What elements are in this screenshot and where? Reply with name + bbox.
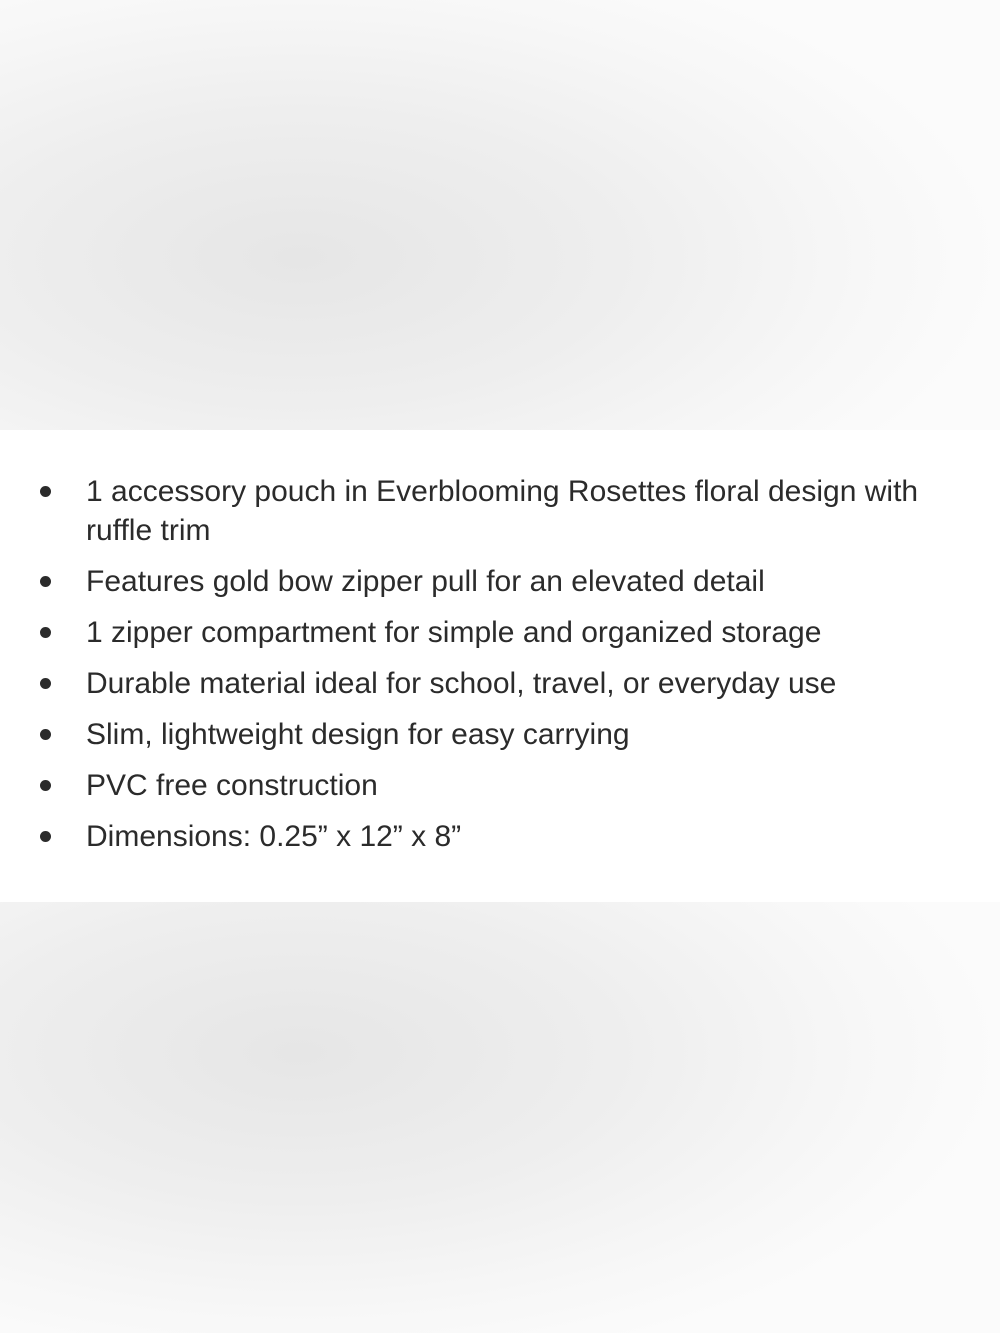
bullet-dot-icon (40, 678, 51, 689)
feature-text: Slim, lightweight design for easy carrying (86, 718, 630, 751)
list-item (0, 715, 1000, 754)
bullet-dot-icon (40, 729, 51, 740)
feature-text: 1 zipper compartment for simple and organized storage (86, 616, 822, 649)
feature-panel (0, 430, 1000, 902)
top-gray-backdrop (0, 0, 1000, 430)
list-item (0, 613, 1000, 652)
feature-text: Dimensions: 0.25” x 12” x 8” (86, 820, 462, 853)
list-item (0, 766, 1000, 805)
bullet-dot-icon (40, 780, 51, 791)
feature-text: PVC free construction (86, 769, 378, 802)
list-item (0, 562, 1000, 601)
feature-text: 1 accessory pouch in Everblooming Rosettes floral design with ruffle trim (86, 475, 919, 547)
list-item (0, 817, 1000, 856)
bullet-dot-icon (40, 627, 51, 638)
list-item (0, 472, 1000, 550)
feature-text: Features gold bow zipper pull for an elevated detail (86, 565, 765, 598)
feature-list (0, 472, 1000, 868)
bullet-dot-icon (40, 486, 51, 497)
list-item (0, 664, 1000, 703)
bottom-gray-backdrop (0, 902, 1000, 1333)
feature-text: Durable material ideal for school, travel, or everyday use (86, 667, 837, 700)
bullet-dot-icon (40, 831, 51, 842)
bullet-dot-icon (40, 576, 51, 587)
